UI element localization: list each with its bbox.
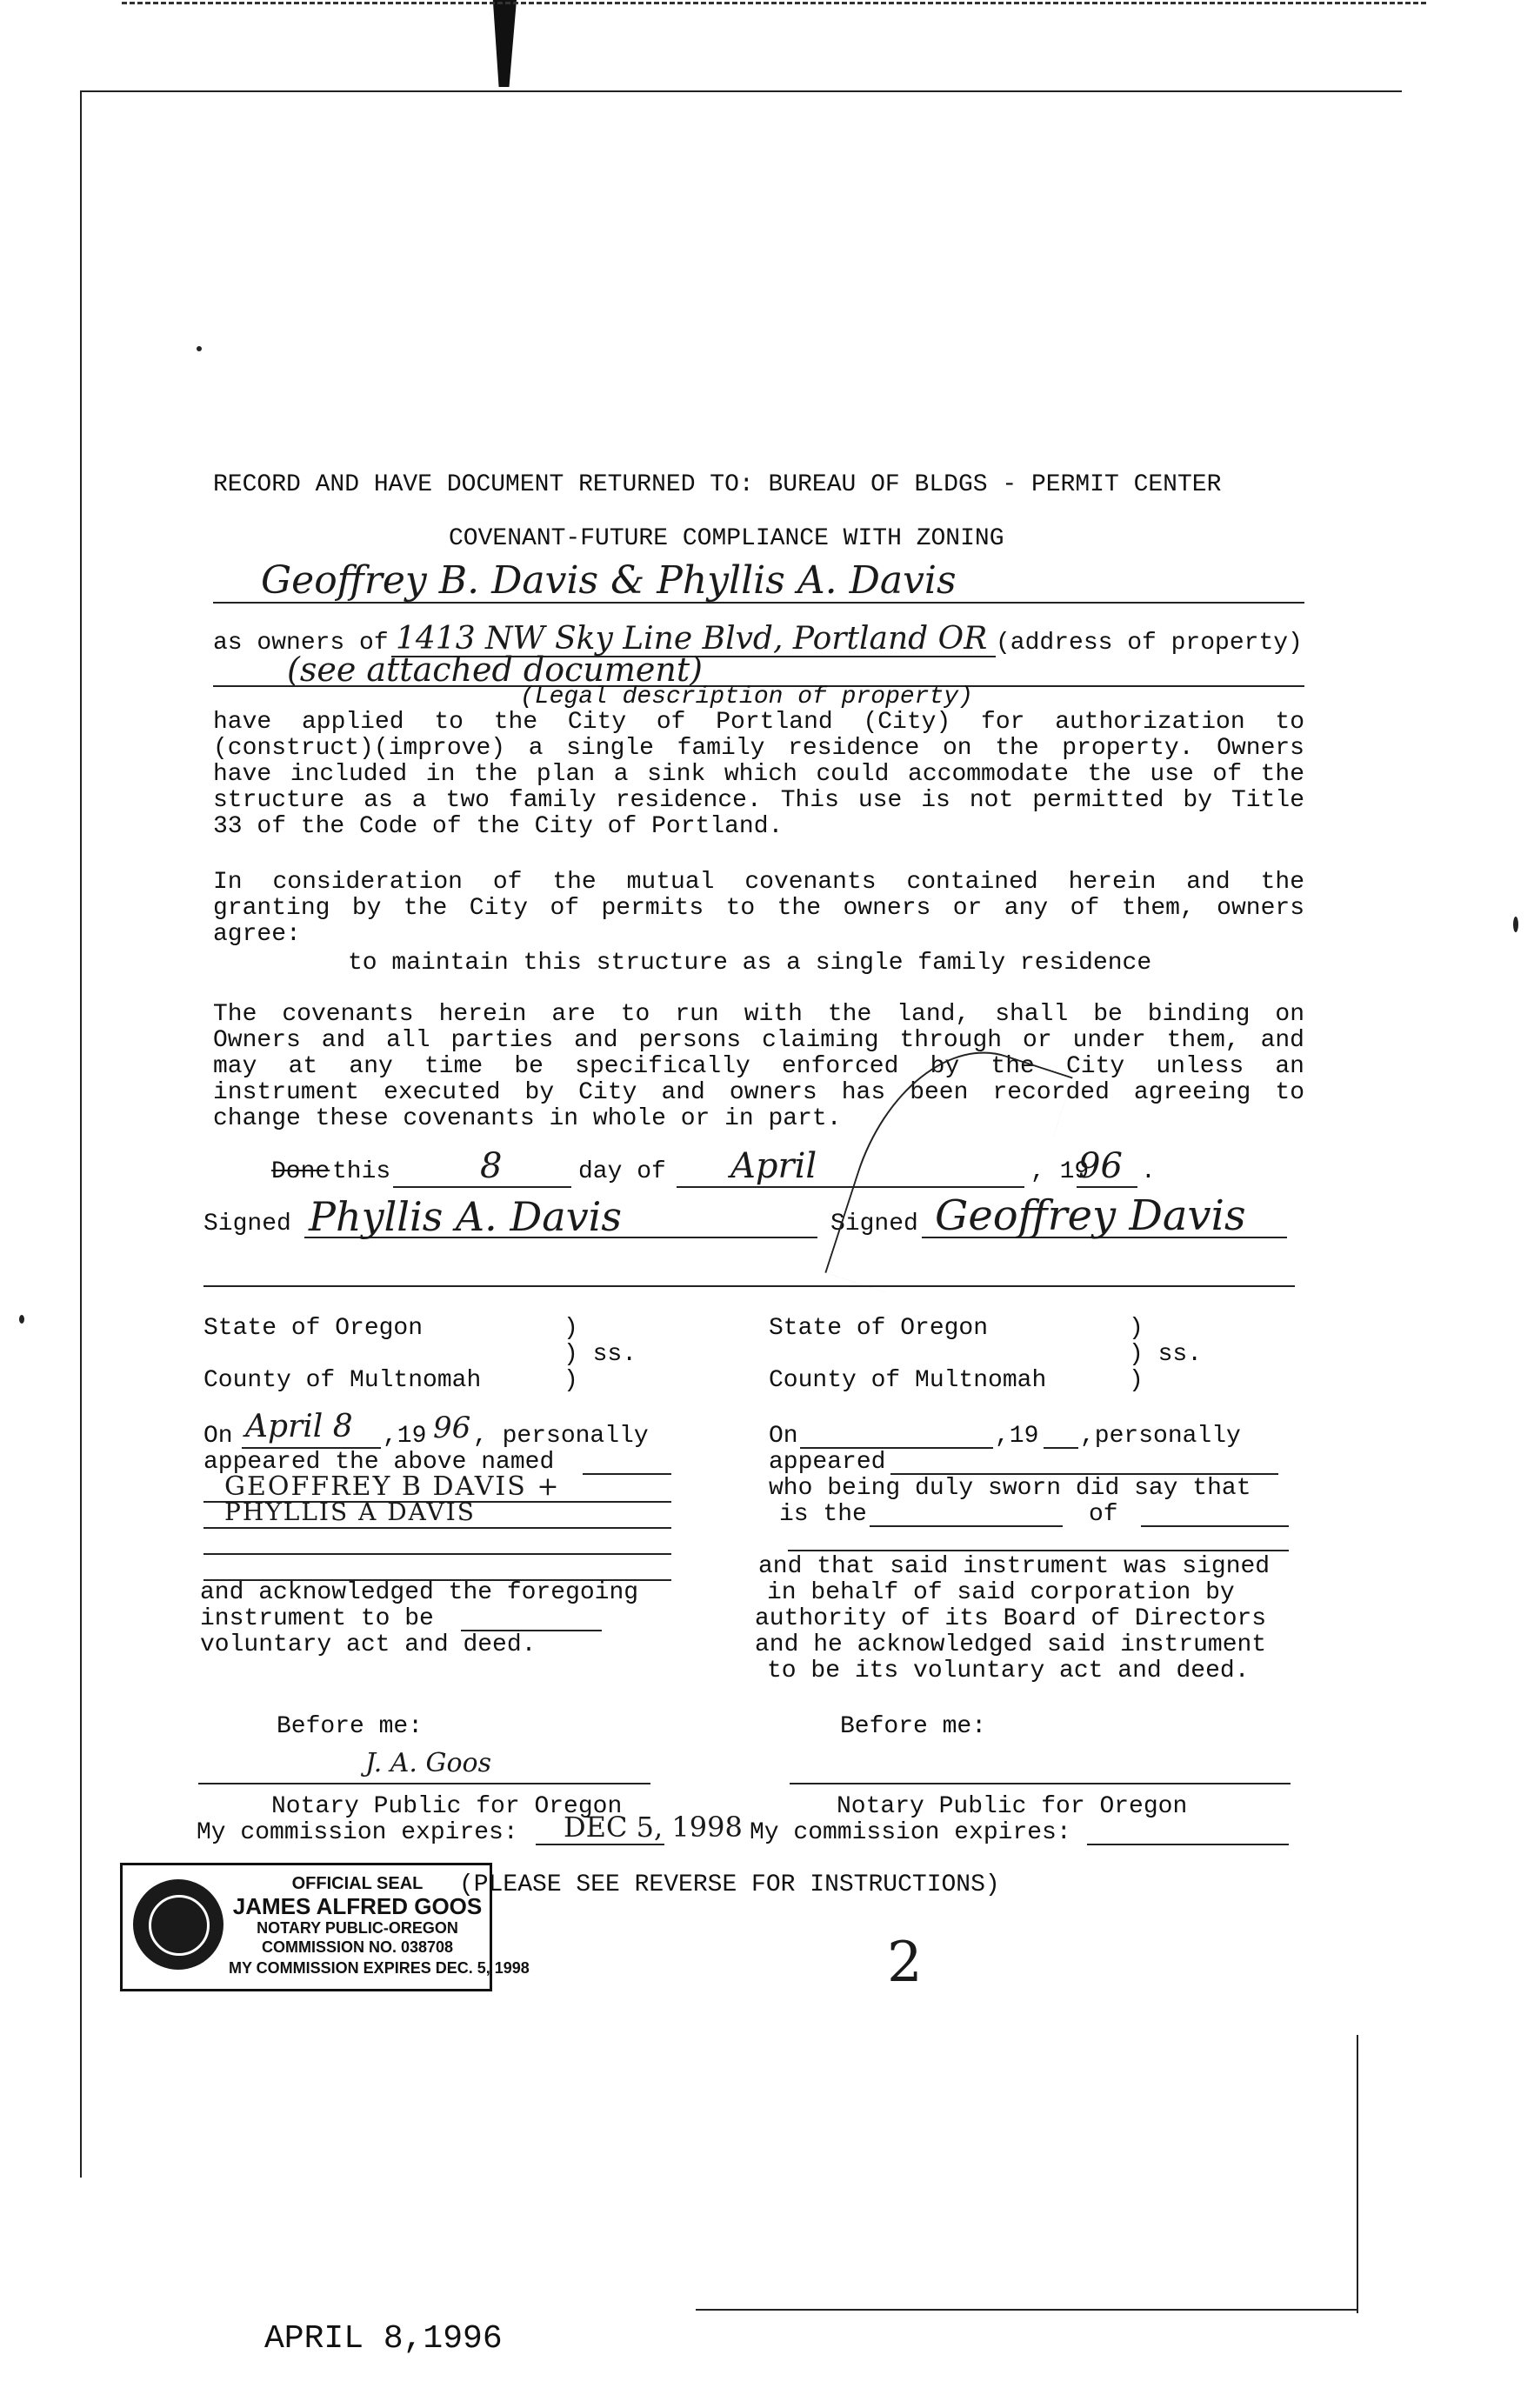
paragraph-consideration bbox=[213, 870, 1304, 948]
left-notary-sign-line bbox=[198, 1783, 650, 1784]
paragraph-line: Owners and all parties and persons claiming through or under them, and bbox=[213, 1027, 1304, 1054]
left-notary-signature: J. A. Goos bbox=[365, 1748, 491, 1778]
paragraph-line: agree: bbox=[213, 921, 301, 948]
left-paren-bottom: ) bbox=[564, 1367, 578, 1394]
left-commission-handwritten: DEC 5, 1998 bbox=[564, 1811, 743, 1844]
right-notary-sign-line bbox=[790, 1783, 1291, 1784]
signature-2: Geoffrey Davis bbox=[935, 1191, 1246, 1240]
right-on-label: On bbox=[769, 1423, 798, 1450]
page-number: 2 bbox=[887, 1931, 923, 1995]
left-name-rule-2 bbox=[203, 1527, 671, 1529]
right-corp-line: and he acknowledged said instrument bbox=[755, 1631, 1267, 1658]
left-before-me: Before me: bbox=[277, 1713, 424, 1740]
left-name-rule-3 bbox=[203, 1553, 671, 1555]
right-sworn: who being duly sworn did say that bbox=[769, 1475, 1251, 1502]
left-commission-line bbox=[536, 1844, 664, 1845]
right-is-the-line bbox=[870, 1525, 1063, 1527]
left-ack-3: voluntary act and deed. bbox=[200, 1631, 537, 1658]
right-personally: ,personally bbox=[1080, 1423, 1241, 1450]
left-ack-2: instrument to be bbox=[200, 1605, 434, 1632]
right-notary-title: Notary Public for Oregon bbox=[837, 1793, 1188, 1820]
right-paren-top: ) bbox=[1129, 1315, 1144, 1342]
right-blank-line bbox=[788, 1550, 1289, 1551]
legal-description-handwritten: (see attached document) bbox=[287, 650, 703, 689]
return-to-line: RECORD AND HAVE DOCUMENT RETURNED TO: BUREAU OF BLDGS - PERMIT CENTER bbox=[213, 471, 1222, 498]
right-before-me: Before me: bbox=[840, 1713, 987, 1740]
right-corp-line: authority of its Board of Directors bbox=[755, 1605, 1267, 1632]
year-suffix: . bbox=[1141, 1158, 1156, 1185]
scan-speck bbox=[19, 1315, 24, 1324]
agreement-clause: to maintain this structure as a single family residence bbox=[348, 950, 1152, 977]
left-paren-top: ) bbox=[564, 1315, 578, 1342]
left-ack-1: and acknowledged the foregoing bbox=[200, 1579, 639, 1606]
paragraph-line: The covenants herein are to run with the land, shall be binding on bbox=[213, 1001, 1304, 1028]
year-handwritten: 96 bbox=[1078, 1146, 1123, 1186]
left-ss: ) ss. bbox=[564, 1341, 637, 1368]
seal-line: COMMISSION NO. 038708 bbox=[261, 1938, 454, 1956]
right-commission-label: My commission expires: bbox=[750, 1819, 1071, 1846]
property-address-handwritten: 1413 NW Sky Line Blvd, Portland OR bbox=[396, 621, 988, 657]
paragraph-line: change these covenants in whole or in part. bbox=[213, 1105, 842, 1132]
scan-speck bbox=[197, 346, 202, 351]
paragraph-line: have included in the plan a sink which could accommodate the use of the bbox=[213, 761, 1304, 788]
left-state: State of Oregon bbox=[203, 1315, 424, 1342]
instructions-note: (PLEASE SEE REVERSE FOR INSTRUCTIONS) bbox=[459, 1871, 1000, 1898]
paragraph-line: 33 of the Code of the City of Portland. bbox=[213, 813, 784, 840]
seal-line: MY COMMISSION EXPIRES DEC. 5, 1998 bbox=[229, 1959, 530, 1977]
left-appeared-line bbox=[583, 1473, 671, 1475]
seal-line: OFFICIAL SEAL bbox=[291, 1874, 424, 1893]
official-seal-stamp bbox=[120, 1863, 530, 1991]
state-seal-icon bbox=[133, 1879, 223, 1970]
left-year-handwritten: 96 bbox=[433, 1411, 471, 1445]
paragraph-line: have applied to the City of Portland (City) for authorization to bbox=[213, 709, 1304, 736]
day-of-label: day of bbox=[578, 1158, 666, 1185]
left-name-line-2: PHYLLIS A DAVIS bbox=[224, 1497, 476, 1526]
scan-frame-left-rule bbox=[80, 90, 82, 2178]
paragraph-line: granting by the City of permits to the owners or any of them, owners bbox=[213, 895, 1304, 922]
left-notary-title: Notary Public for Oregon bbox=[271, 1793, 623, 1820]
owner-names-line bbox=[213, 602, 1304, 604]
day-handwritten: 8 bbox=[480, 1146, 503, 1186]
left-appeared: appeared the above named bbox=[203, 1449, 555, 1476]
right-year-prefix: ,19 bbox=[995, 1423, 1039, 1450]
left-on-date-handwritten: April 8 bbox=[245, 1409, 353, 1444]
right-corp-line: and that said instrument was signed bbox=[758, 1553, 1271, 1580]
done-struck-label: Done bbox=[271, 1158, 330, 1185]
day-line bbox=[393, 1186, 571, 1188]
right-is-the: is the bbox=[779, 1501, 867, 1528]
right-commission-line bbox=[1087, 1844, 1289, 1845]
signature-1: Phyllis A. Davis bbox=[309, 1193, 623, 1240]
signed-label-2: Signed bbox=[830, 1211, 918, 1237]
right-county: County of Multnomah bbox=[769, 1367, 1047, 1394]
right-of-line bbox=[1141, 1525, 1289, 1527]
seal-line: NOTARY PUBLIC-OREGON bbox=[257, 1919, 458, 1937]
year-prefix: , 19 bbox=[1030, 1158, 1090, 1185]
month-handwritten: April bbox=[730, 1146, 817, 1186]
scan-right-box-rule bbox=[1357, 2035, 1358, 2313]
paragraph-covenants bbox=[213, 1002, 1304, 1132]
paragraph-line: structure as a two family residence. This use is not permitted by Title bbox=[213, 787, 1304, 814]
paragraph-line: instrument executed by City and owners has been recorded agreeing to bbox=[213, 1079, 1304, 1106]
paragraph-line: may at any time be specifically enforced by the City unless an bbox=[213, 1053, 1304, 1080]
scan-top-edge bbox=[122, 2, 1426, 4]
left-on-label: On bbox=[203, 1423, 233, 1450]
right-ss: ) ss. bbox=[1129, 1341, 1203, 1368]
paragraph-line: (construct)(improve) a single family residence on the property. Owners bbox=[213, 735, 1304, 762]
document-title: COVENANT-FUTURE COMPLIANCE WITH ZONING bbox=[449, 525, 1004, 552]
right-state: State of Oregon bbox=[769, 1315, 989, 1342]
left-personally: , personally bbox=[473, 1423, 649, 1450]
left-year-prefix: ,19 bbox=[383, 1423, 427, 1450]
right-corp-line: in behalf of said corporation by bbox=[767, 1579, 1235, 1606]
signature-divider bbox=[203, 1285, 1295, 1287]
right-corp-line: to be its voluntary act and deed. bbox=[767, 1658, 1250, 1684]
right-paren-bottom: ) bbox=[1129, 1367, 1144, 1394]
left-commission-label: My commission expires: bbox=[197, 1819, 518, 1846]
scan-frame-top-mark bbox=[487, 0, 517, 87]
left-county: County of Multnomah bbox=[203, 1367, 482, 1394]
seal-name: JAMES ALFRED GOOS bbox=[232, 1893, 483, 1919]
paragraph-application bbox=[213, 710, 1304, 840]
address-caption: (address of property) bbox=[996, 630, 1303, 657]
year-line bbox=[1077, 1186, 1137, 1188]
signed-label-1: Signed bbox=[203, 1211, 291, 1237]
right-year-line bbox=[1044, 1447, 1078, 1449]
right-appeared: appeared bbox=[769, 1449, 886, 1476]
left-name-line-1: GEOFFREY B DAVIS + bbox=[224, 1471, 561, 1502]
as-owners-of-label: as owners of bbox=[213, 630, 389, 657]
scan-speck bbox=[1513, 917, 1518, 932]
scan-bottom-box-rule bbox=[696, 2309, 1358, 2311]
legal-description-caption: (Legal description of property) bbox=[520, 684, 973, 710]
right-of-label: of bbox=[1089, 1501, 1118, 1528]
paragraph-line: In consideration of the mutual covenants contained herein and the bbox=[213, 869, 1304, 896]
date-stamp: APRIL 8,1996 bbox=[264, 2320, 503, 2358]
scan-frame-top-rule bbox=[80, 90, 1402, 92]
owner-names-handwritten: Geoffrey B. Davis & Phyllis A. Davis bbox=[261, 558, 957, 603]
this-label: this bbox=[332, 1158, 391, 1185]
